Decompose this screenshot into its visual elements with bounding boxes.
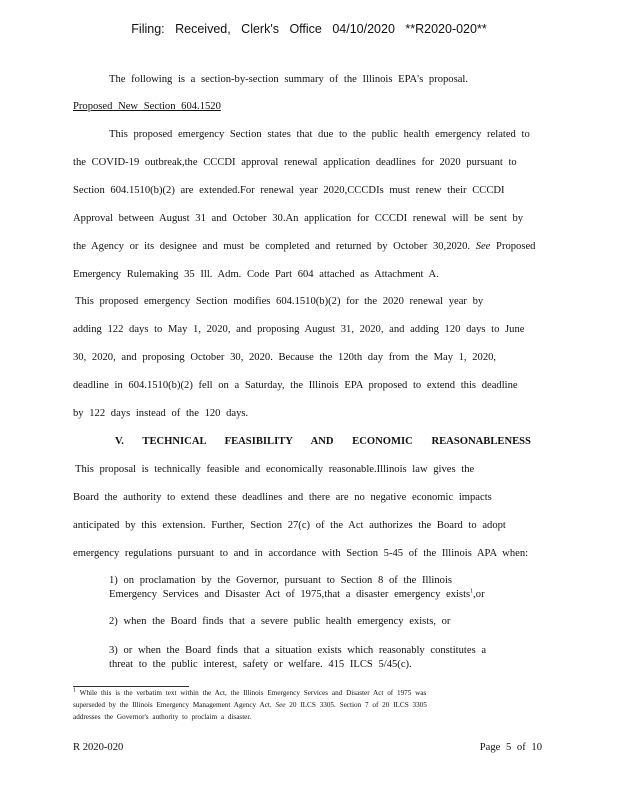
list-item-1-cont <box>109 590 529 601</box>
para2-line: 30, 2020, and proposing October 30, 2020. Because the 120th day from the May 1, 2020, <box>73 352 497 363</box>
para3-line: This proposal is technically feasible and economically reasonable.Illinois law gives the <box>75 464 475 475</box>
para1-line: the COVID-19 outbreak,the CCCDI approval renewal application deadlines for 2020 pursuant to <box>73 157 517 168</box>
para2-line: adding 122 days to May 1, 2020, and proposing August 31, 2020, and adding 120 days to June <box>73 324 525 335</box>
para3-line: Board the authority to extend these deadlines and there are no negative economic impacts <box>73 492 492 503</box>
intro-text: The following is a section-by-section summary of the Illinois EPA's proposal. <box>109 74 468 85</box>
list-item-text: ,or <box>473 589 485 600</box>
para1-line: This proposed emergency Section states that due to the public health emergency related to <box>109 129 530 140</box>
page-number: Page 5 of 10 <box>479 742 542 753</box>
footnote-line <box>73 687 543 697</box>
footnote-text: 20 ILCS 3305. Section 7 of 20 ILCS 3305 <box>289 701 427 709</box>
list-item-text: Emergency Services and Disaster Act of 1975,that a disaster emergency exists <box>109 589 471 600</box>
footnote-text: superseded by the Illinois Emergency Management Agency Act. <box>73 701 272 709</box>
footnote-ref[interactable]: 1 <box>470 588 474 595</box>
footnote-line: addresses the Governor's authority to proclaim a disaster. <box>73 713 252 721</box>
para1-text: Proposed <box>496 241 536 252</box>
section-v-heading: V. TECHNICAL FEASIBILITY AND ECONOMIC REASONABLENESS <box>115 436 531 447</box>
para1-text: the Agency or its designee and must be completed and returned by October 30,2020. <box>73 241 471 252</box>
para3-line: emergency regulations pursuant to and in accordance with Section 5-45 of the Illinois APA when: <box>73 548 529 559</box>
list-item-1: 1) on proclamation by the Governor, pursuant to Section 8 of the Illinois <box>109 575 453 586</box>
para2-line: This proposed emergency Section modifies 604.1510(b)(2) for the 2020 renewal year by <box>75 296 484 307</box>
para2-line: deadline in 604.1510(b)(2) fell on a Saturday, the Illinois EPA proposed to extend this deadline <box>73 380 518 391</box>
list-item-2: 2) when the Board finds that a severe public health emergency exists, or <box>109 616 451 627</box>
para1-line: Section 604.1510(b)(2) are extended.For renewal year 2020,CCCDIs must renew their CCCDI <box>73 185 505 196</box>
para1-line: Approval between August 31 and October 30.An application for CCCDI renewal will be sent by <box>73 213 524 224</box>
list-item-3: 3) or when the Board finds that a situation exists which reasonably constitutes a <box>109 645 487 656</box>
footnote-mark: 1 <box>73 687 76 694</box>
para3-line: anticipated by this extension. Further, Section 27(c) of the Act authorizes the Board to adopt <box>73 520 506 531</box>
para2-line: by 122 days instead of the 120 days. <box>73 408 249 419</box>
para1-line: Emergency Rulemaking 35 Ill. Adm. Code Part 604 attached as Attachment A. <box>73 269 439 280</box>
footnote-line <box>73 702 543 709</box>
filing-header: Filing: Received, Clerk's Office 04/10/2020 **R2020-020** <box>131 22 487 36</box>
see-signal: See <box>275 701 286 709</box>
footnote-text: While this is the verbatim text within the Act, the Illinois Emergency Services and Disaster Act of 1975 was <box>79 689 427 697</box>
section-heading: Proposed New Section 604.1520 <box>73 101 221 112</box>
docket-number: R 2020-020 <box>73 742 124 753</box>
see-signal: See <box>475 241 491 252</box>
list-item-3-cont: threat to the public interest, safety or welfare. 415 ILCS 5/45(c). <box>109 659 412 670</box>
para1-line <box>73 242 543 253</box>
footnote-divider <box>73 686 189 687</box>
